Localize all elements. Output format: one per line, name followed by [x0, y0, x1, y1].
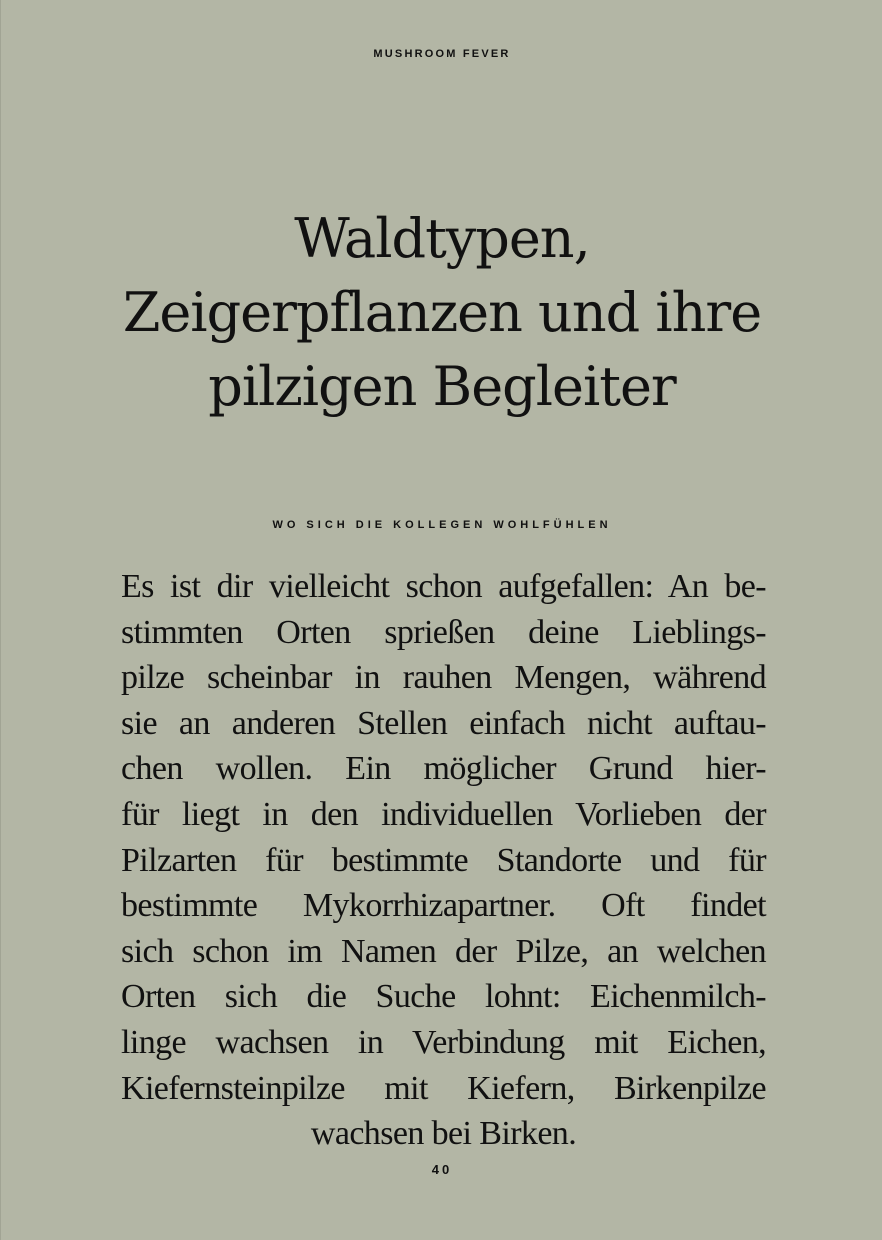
section-subhead: WO SICH DIE KOLLEGEN WOHLFÜHLEN	[272, 519, 612, 531]
body-line: Kiefernsteinpilze mit Kiefern, Birkenpilze	[121, 1069, 766, 1107]
body-line: linge wachsen in Verbindung mit Eichen,	[121, 1023, 766, 1061]
body-line: Pilzarten für bestimmte Standorte und für	[121, 841, 766, 879]
body-line: für liegt in den individuellen Vorlieben der	[121, 795, 766, 833]
chapter-title-line: Zeigerpflanzen und ihre	[122, 281, 762, 344]
body-paragraph	[121, 564, 766, 1157]
body-line: Es ist dir vielleicht schon aufgefallen: An be-	[121, 568, 766, 605]
chapter-title	[61, 202, 823, 424]
chapter-title-line: pilzigen Begleiter	[208, 355, 676, 418]
body-line: sich schon im Namen der Pilze, an welchen	[121, 932, 766, 970]
body-line: chen wollen. Ein möglicher Grund hier-	[121, 750, 766, 788]
body-line: Orten sich die Suche lohnt: Eichenmilch-	[121, 978, 766, 1016]
page-number: 40	[431, 1162, 453, 1177]
body-line: stimmten Orten sprießen deine Lieblings-	[121, 613, 766, 651]
running-head: MUSHROOM FEVER	[373, 48, 511, 60]
body-line: bestimmte Mykorrhizapartner. Oft findet	[121, 887, 766, 925]
body-line: wachsen bei Birken.	[310, 1115, 577, 1153]
body-line: pilze scheinbar in rauhen Mengen, während	[121, 659, 766, 697]
chapter-title-line: Waldtypen,	[294, 207, 590, 270]
body-line: sie an anderen Stellen einfach nicht auftau-	[121, 704, 766, 742]
